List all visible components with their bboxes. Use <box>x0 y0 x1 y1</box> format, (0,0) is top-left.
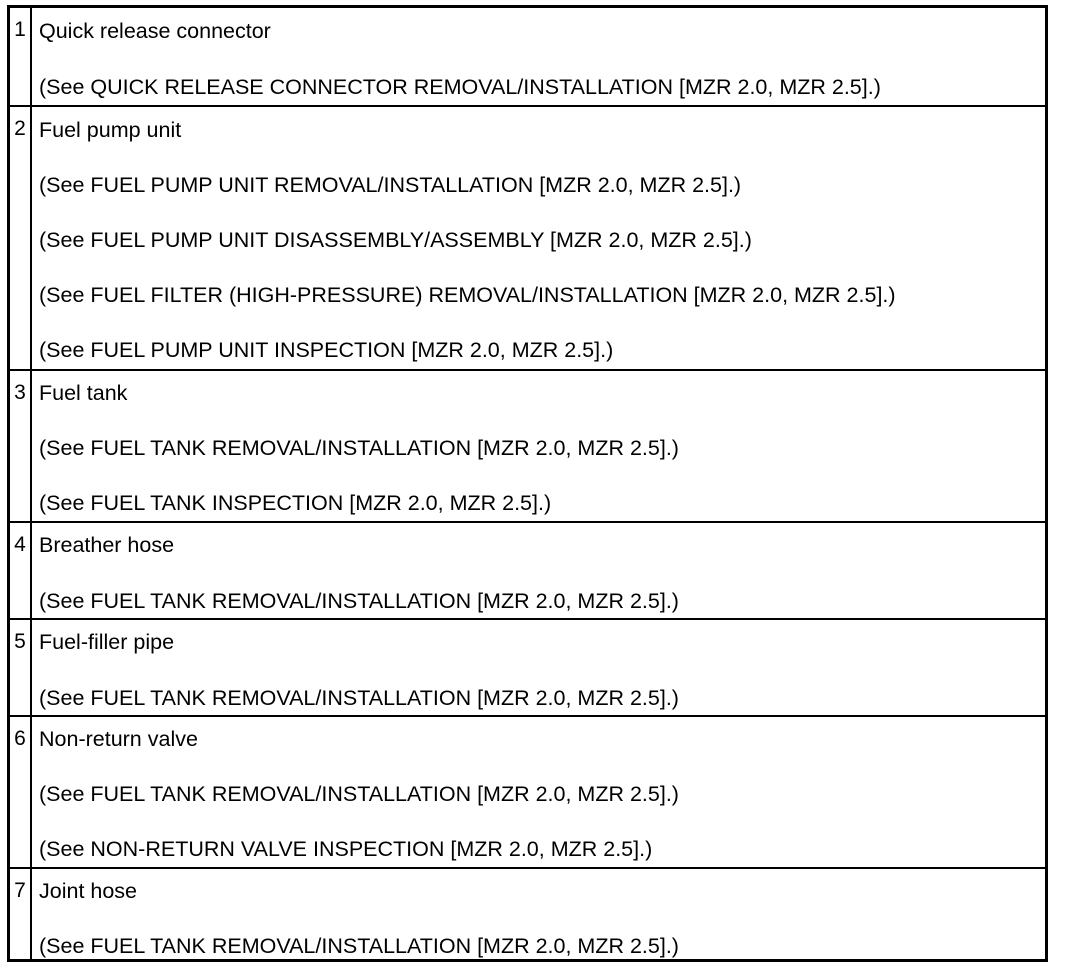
table-row <box>10 369 1045 521</box>
parts-table <box>7 5 1048 962</box>
table-row <box>10 8 1045 105</box>
procedure-reference: (See NON-RETURN VALVE INSPECTION [MZR 2.0, MZR 2.5].) <box>39 837 653 861</box>
procedure-reference: (See FUEL TANK REMOVAL/INSTALLATION [MZR 2.0, MZR 2.5].) <box>39 782 679 806</box>
row-number: 6 <box>14 727 26 750</box>
procedure-reference: (See QUICK RELEASE CONNECTOR REMOVAL/INSTALLATION [MZR 2.0, MZR 2.5].) <box>39 75 881 99</box>
procedure-reference: (See FUEL TANK INSPECTION [MZR 2.0, MZR 2.5].) <box>39 491 552 515</box>
row-number: 1 <box>14 18 26 41</box>
part-name: Quick release connector <box>39 19 271 43</box>
procedure-reference: (See FUEL TANK REMOVAL/INSTALLATION [MZR 2.0, MZR 2.5].) <box>39 436 679 460</box>
procedure-reference: (See FUEL TANK REMOVAL/INSTALLATION [MZR 2.0, MZR 2.5].) <box>39 589 679 613</box>
row-number-cell <box>10 371 32 521</box>
row-number-cell <box>10 620 32 715</box>
part-name: Breather hose <box>39 533 175 557</box>
row-number: 5 <box>14 630 26 653</box>
row-number: 4 <box>14 533 26 556</box>
procedure-reference: (See FUEL PUMP UNIT REMOVAL/INSTALLATION [MZR 2.0, MZR 2.5].) <box>39 173 742 197</box>
row-number-cell <box>10 869 32 959</box>
table-row <box>10 715 1045 867</box>
table-row <box>10 867 1045 959</box>
row-number-cell <box>10 107 32 369</box>
row-number-cell <box>10 717 32 867</box>
part-name: Non-return valve <box>39 727 198 751</box>
part-name: Joint hose <box>39 879 138 903</box>
table-row <box>10 105 1045 369</box>
procedure-reference: (See FUEL PUMP UNIT DISASSEMBLY/ASSEMBLY [MZR 2.0, MZR 2.5].) <box>39 228 752 252</box>
procedure-reference: (See FUEL PUMP UNIT INSPECTION [MZR 2.0, MZR 2.5].) <box>39 338 614 362</box>
part-name: Fuel tank <box>39 381 128 405</box>
row-number: 3 <box>14 381 26 404</box>
row-number: 7 <box>14 879 26 902</box>
procedure-reference: (See FUEL TANK REMOVAL/INSTALLATION [MZR 2.0, MZR 2.5].) <box>39 934 679 958</box>
row-number-cell <box>10 8 32 105</box>
procedure-reference: (See FUEL FILTER (HIGH-PRESSURE) REMOVAL/INSTALLATION [MZR 2.0, MZR 2.5].) <box>39 283 896 307</box>
part-name: Fuel pump unit <box>39 118 182 142</box>
procedure-reference: (See FUEL TANK REMOVAL/INSTALLATION [MZR 2.0, MZR 2.5].) <box>39 686 679 710</box>
table-row <box>10 618 1045 715</box>
table-row <box>10 521 1045 618</box>
part-name: Fuel-filler pipe <box>39 630 175 654</box>
row-number-cell <box>10 523 32 618</box>
row-number: 2 <box>14 117 26 140</box>
